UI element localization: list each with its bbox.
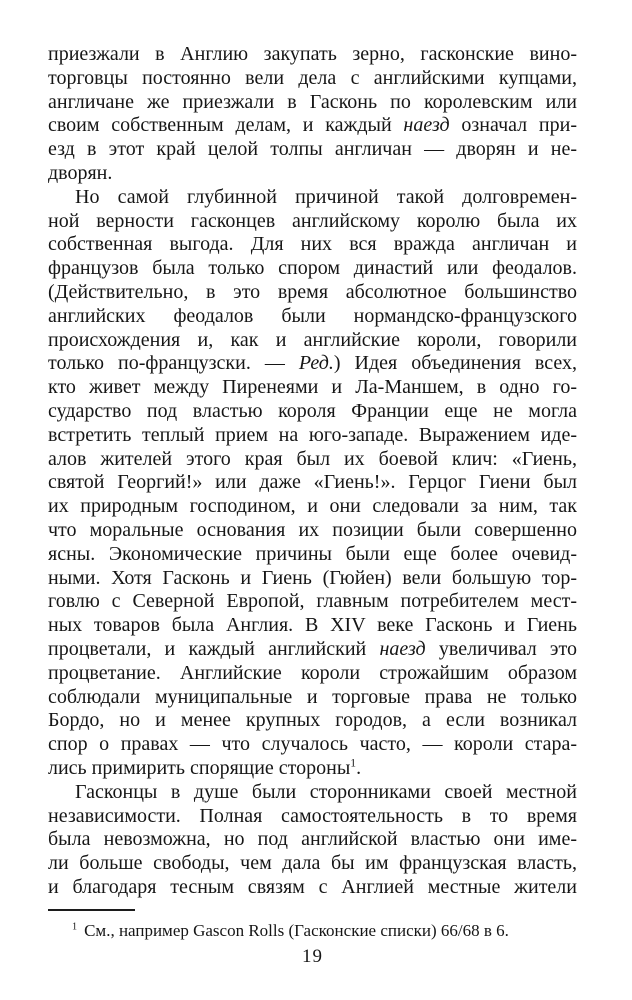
text-line: своим собственным делам, и каждый наезд означал при- (48, 114, 577, 137)
text-line: кто живет между Пиренеями и Ла-Маншем, в одно го- (48, 376, 577, 399)
text-line: ными. Хотя Гасконь и Гиень (Гюйен) вели большую тор- (48, 566, 577, 589)
text-line: их природным господином, и они следовали за ним, так (48, 495, 577, 518)
text-line: происхождения и, как и английские короли, говорили (48, 328, 577, 351)
paragraph (48, 781, 577, 900)
text-line: дворян. (48, 161, 113, 184)
text-line: была невозможна, но под английской властью они име- (48, 828, 577, 851)
text-line: ли больше свободы, чем дала бы им французская власть, (48, 852, 577, 875)
paragraph (48, 186, 577, 781)
text-line: процветали, и каждый английский наезд увеличивал это (48, 637, 577, 660)
text-line: что моральные основания их позиции были совершенно (48, 518, 577, 541)
text-line: святой Георгий!» или даже «Гиень!». Герцог Гиени был (48, 471, 577, 494)
text-line: Бордо, но и менее крупных городов, а если возникал (48, 709, 577, 732)
page-number: 19 (302, 946, 323, 967)
text-line: говлю с Северной Европой, главным потребителем мест- (48, 590, 577, 613)
text-line: приезжали в Англию закупать зерно, гасконские вино- (48, 43, 577, 65)
text-line: Гасконцы в душе были сторонниками своей местной (75, 780, 577, 803)
text-line: ной верности гасконцев английскому королю была их (48, 209, 577, 232)
text-line: независимости. Полная самостоятельность в то время (48, 804, 577, 827)
text-line: английских феодалов были нормандско-французского (48, 304, 577, 327)
paragraph (48, 43, 577, 186)
text-line: встретить теплый прием на юго-западе. Выражением иде- (48, 423, 577, 446)
text-line: и благодаря тесным связям с Англией местные жители (48, 875, 577, 898)
text-line: спор о правах — что случалось часто, — короли стара- (48, 733, 577, 756)
text-line: сударство под властью короля Франции еще не могла (48, 399, 577, 422)
text-line: процветание. Английские короли строжайшим образом (48, 661, 577, 684)
text-line: (Действительно, в это время абсолютное большинство (48, 280, 577, 303)
footnote-text: См., например Gascon Rolls (Гасконские списки) 66/68 в 6. (84, 921, 509, 940)
text-line: торговцы постоянно вели дела с английскими купцами, (48, 66, 577, 89)
text-line: англичане же приезжали в Гасконь по королевским или (48, 90, 577, 113)
text-line: французов была только спором династий или феодалов. (48, 257, 577, 280)
text-line: ясны. Экономические причины были еще более очевид- (48, 542, 577, 565)
text-line: алов жителей этого края был их боевой клич: «Гиень, (48, 447, 577, 470)
text-line: ных товаров была Англия. В XIV веке Гасконь и Гиень (48, 614, 577, 637)
text-line: езд в этот край целой толпы англичан — дворян и не- (48, 138, 577, 161)
text-line: Но самой глубинной причиной такой долговремен- (75, 185, 577, 208)
footnote-marker: 1 (72, 921, 78, 933)
footnote (48, 921, 577, 941)
text-line: только по-французски. — Ред.) Идея объединения всех, (48, 352, 577, 375)
text-line: лись примирить спорящие стороны$^1$. (48, 756, 362, 779)
text-line: соблюдали муниципальные и торговые права не только (48, 685, 577, 708)
text-line: собственная выгода. Для них вся вражда англичан и (48, 233, 577, 256)
footnote-rule (48, 909, 135, 911)
body-text (48, 43, 577, 900)
